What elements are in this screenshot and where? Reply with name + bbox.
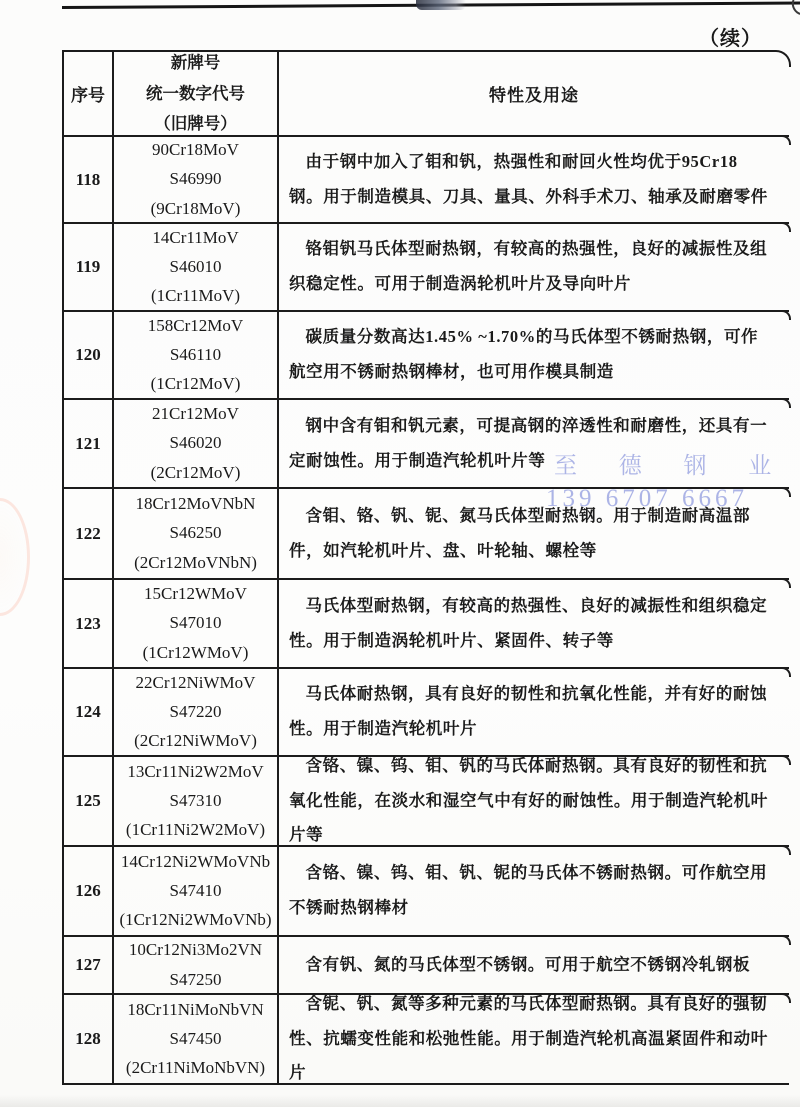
- table-row-118: [64, 135, 789, 222]
- new-grade: 90Cr18MoV: [152, 140, 239, 160]
- old-grade: (1Cr12WMoV): [142, 642, 249, 662]
- uns-code: S47410: [169, 880, 222, 900]
- new-grade: 18Cr12MoVNbN: [135, 494, 256, 514]
- description-cell: [279, 400, 789, 487]
- uns-code: S46990: [169, 169, 222, 189]
- old-grade: (2Cr12MoV): [150, 462, 241, 482]
- new-grade: 158Cr12MoV: [147, 315, 244, 335]
- description-cell: [279, 489, 789, 578]
- serial-number: 127: [64, 937, 114, 993]
- uns-code: S47450: [169, 1028, 222, 1048]
- description-text: 含钼、铬、钒、铌、氮马氏体型耐热钢。用于制造耐高温部件，如汽轮机叶片、盘、叶轮轴、螺栓等: [289, 505, 751, 560]
- old-grade: (1Cr11MoV): [150, 286, 241, 306]
- grade-cell: [114, 757, 279, 845]
- table-row-123: [64, 578, 789, 667]
- steel-grades-table: [62, 52, 789, 1085]
- stamp-edge-artifact: [0, 498, 30, 616]
- description-text: 含铬、镍、钨、钼、钒的马氏体耐热钢。具有良好的韧性和抗氧化性能，在淡水和湿空气中有好的耐蚀性。用于制造汽轮机叶片等: [289, 755, 768, 845]
- serial-number: 125: [64, 757, 114, 845]
- old-grade: (2Cr12NiWMoV): [134, 731, 257, 751]
- grade-cell: [114, 137, 279, 222]
- scan-artifact-bottom-shadow: [0, 1095, 800, 1107]
- old-grade: (1Cr12Ni2WMoVNb): [119, 910, 272, 930]
- description-cell: [279, 937, 789, 993]
- table-row-119: [64, 222, 789, 310]
- serial-number: 126: [64, 847, 114, 935]
- watermark-phone-number: 139 6707 6667: [546, 485, 748, 512]
- grade-cell: [114, 580, 279, 667]
- grade-cell: [114, 489, 279, 578]
- description-text: 含有钒、氮的马氏体型不锈钢。可用于航空不锈钢冷轧钢板: [305, 954, 751, 974]
- uns-code: S46020: [169, 433, 222, 453]
- scan-artifact-corner-mark: [789, 0, 800, 15]
- serial-number: 120: [64, 312, 114, 398]
- header-unified-code: 统一数字代号: [146, 83, 245, 103]
- uns-code: S47010: [169, 613, 222, 633]
- old-grade: (1Cr12MoV): [150, 374, 241, 394]
- description-text: 钢中含有钼和钒元素，可提高钢的淬透性和耐磨性，还具有一定耐蚀性。用于制造汽轮机叶片等: [289, 415, 768, 470]
- uns-code: S47310: [169, 790, 222, 810]
- table-row-128: [64, 993, 789, 1083]
- uns-code: S46250: [169, 523, 222, 543]
- description-cell: [279, 137, 789, 222]
- new-grade: 18Cr11NiMoNbVN: [127, 999, 264, 1019]
- uns-code: S46010: [169, 256, 222, 276]
- description-text: 马氏体耐热钢，具有良好的韧性和抗氧化性能，并有好的耐蚀性。用于制造汽轮机叶片: [289, 684, 768, 738]
- new-grade: 14Cr11MoV: [152, 227, 239, 247]
- header-new-grade: 新牌号: [170, 53, 221, 73]
- table-row-126: [64, 845, 789, 935]
- serial-number: 122: [64, 489, 114, 578]
- grade-cell: [114, 669, 279, 755]
- uns-code: S46110: [169, 344, 222, 364]
- description-cell: [279, 224, 789, 310]
- new-grade: 10Cr12Ni3Mo2VN: [128, 940, 263, 960]
- grade-cell: [114, 312, 279, 398]
- old-grade: (2Cr12MoVNbN): [134, 552, 257, 572]
- header-serial-number: 序号: [64, 52, 114, 135]
- table-row-121: [64, 398, 789, 487]
- grade-cell: [114, 400, 279, 487]
- description-text: 铬钼钒马氏体型耐热钢，有较高的热强性，良好的减振性及组织稳定性。可用于制造涡轮机叶片及导向叶片: [289, 239, 768, 293]
- description-cell: [279, 580, 789, 667]
- continued-label: （续）: [699, 28, 762, 50]
- old-grade: (2Cr11NiMoNbVN): [125, 1058, 266, 1078]
- table-row-127: [64, 935, 789, 993]
- grade-cell: [114, 224, 279, 310]
- grade-cell: [114, 995, 279, 1083]
- table-header-row: [64, 52, 789, 135]
- header-characteristics-uses: 特性及用途: [489, 86, 579, 105]
- new-grade: 21Cr12MoV: [152, 404, 239, 424]
- description-text: 由于钢中加入了钼和钒，热强性和耐回火性均优于95Cr18 钢。用于制造模具、刀具、量具、外科手术刀、轴承及耐磨零件: [289, 151, 768, 206]
- table-row-122: [64, 487, 789, 578]
- serial-number: 124: [64, 669, 114, 755]
- description-cell: [279, 312, 789, 398]
- serial-number: 118: [64, 137, 114, 222]
- new-grade: 22Cr12NiWMoV: [135, 672, 256, 692]
- old-grade: (1Cr11Ni2W2MoV): [125, 820, 266, 840]
- new-grade: 15Cr12WMoV: [144, 584, 247, 604]
- table-row-120: [64, 310, 789, 398]
- uns-code: S47250: [169, 969, 222, 989]
- grade-cell: [114, 937, 279, 993]
- serial-number: 123: [64, 580, 114, 667]
- description-text: 含铌、钒、氮等多种元素的马氏体型耐热钢。具有良好的强韧性、抗蠕变性能和松弛性能。用于制造汽轮机高温紧固件和动叶片: [289, 993, 768, 1083]
- description-text: 马氏体型耐热钢，有较高的热强性、良好的减振性和组织稳定性。用于制造涡轮机叶片、紧固件、转子等: [289, 595, 768, 650]
- description-text: 含铬、镍、钨、钼、钒、铌的马氏体不锈耐热钢。可作航空用不锈耐热钢棒材: [289, 863, 768, 917]
- description-cell: [279, 757, 789, 845]
- serial-number: 128: [64, 995, 114, 1083]
- watermark-company-name: 至 德 钢 业: [554, 453, 790, 478]
- description-text: 碳质量分数高达1.45% ~1.70%的马氏体型不锈耐热钢，可作航空用不锈耐热钢棒材，也可用作模具制造: [289, 327, 759, 381]
- header-old-grade: （旧牌号）: [154, 114, 237, 134]
- new-grade: 14Cr12Ni2WMoVNb: [120, 851, 271, 871]
- uns-code: S47220: [169, 701, 222, 721]
- description-cell: [279, 847, 789, 935]
- table-row-124: [64, 667, 789, 755]
- description-cell: [279, 669, 789, 755]
- scan-artifact-smudge: [416, 0, 466, 10]
- serial-number: 121: [64, 400, 114, 487]
- serial-number: 119: [64, 224, 114, 310]
- new-grade: 13Cr11Ni2W2MoV: [127, 761, 264, 781]
- old-grade: (9Cr18MoV): [150, 198, 241, 218]
- description-cell: [279, 995, 789, 1083]
- table-row-125: [64, 755, 789, 845]
- header-grade-designation: [114, 52, 279, 135]
- grade-cell: [114, 847, 279, 935]
